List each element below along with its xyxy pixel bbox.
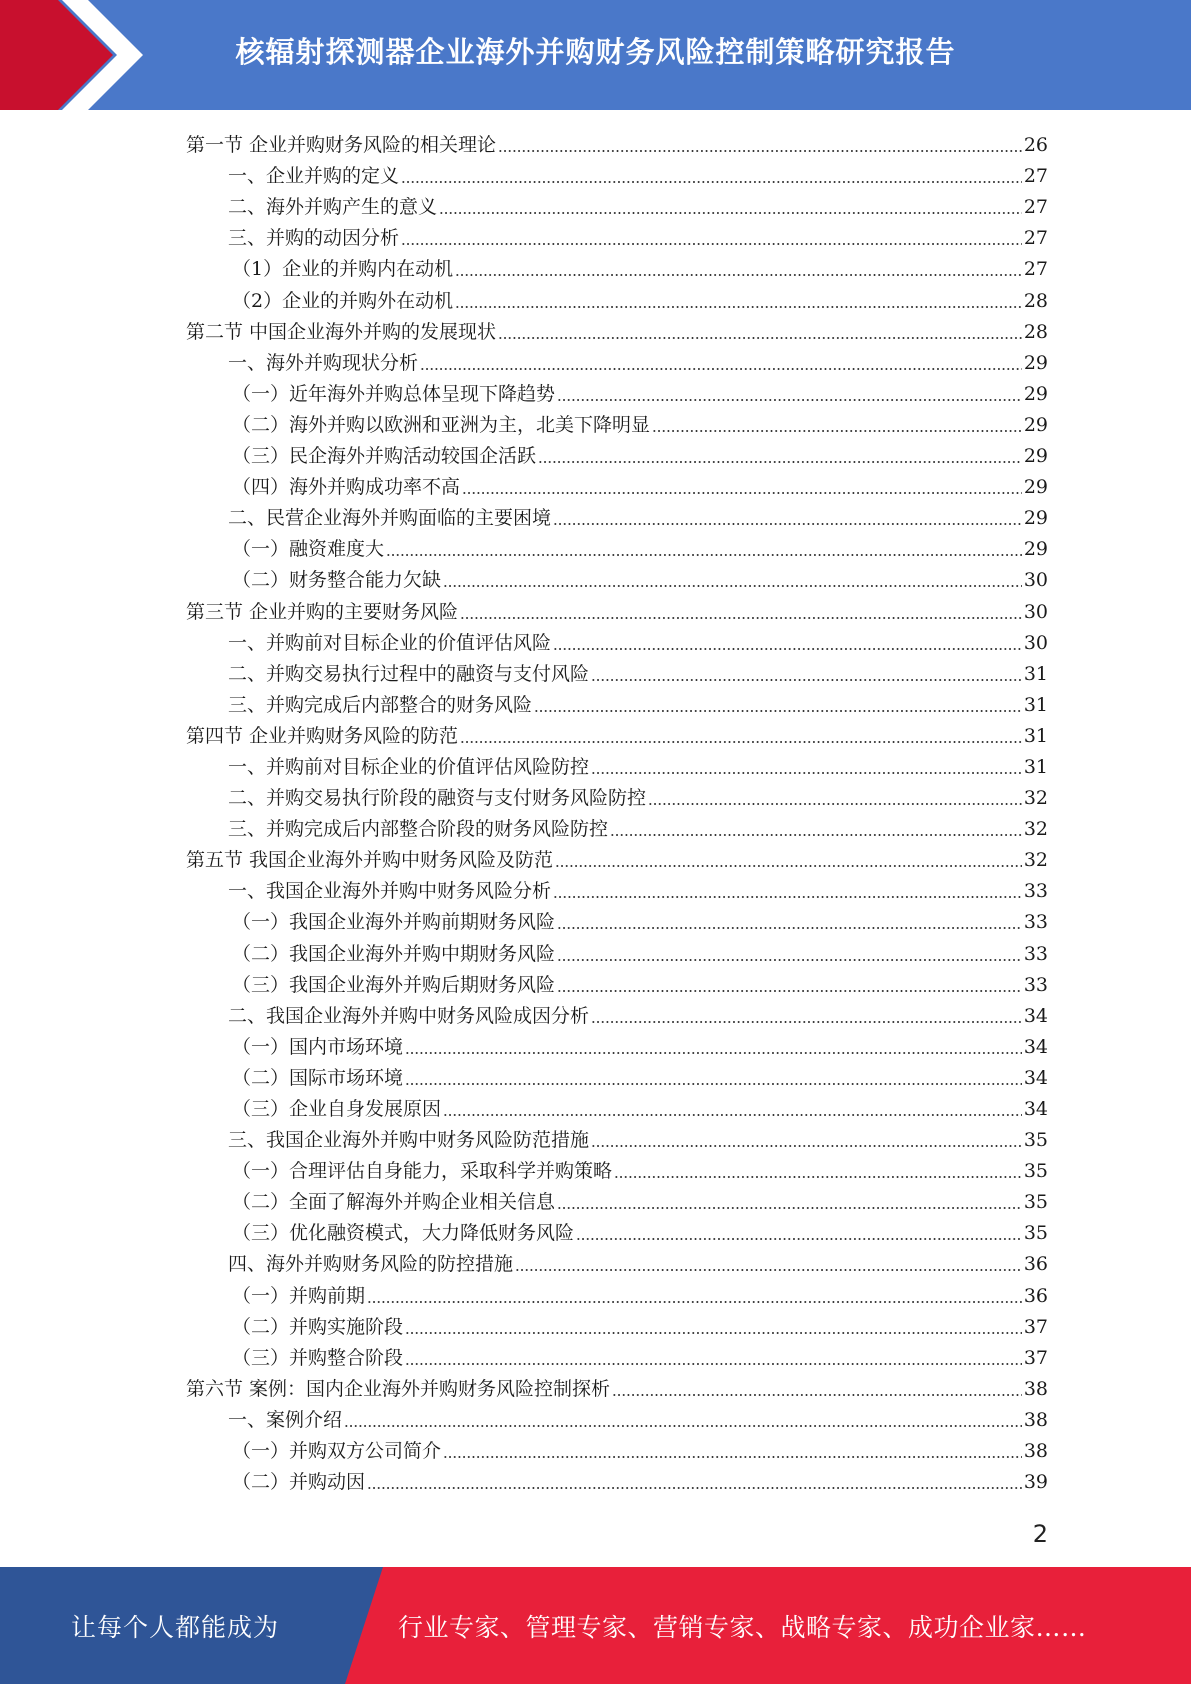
toc-entry-page: 32 (1023, 818, 1048, 841)
toc-dot-leader (557, 959, 1022, 961)
toc-entry-title: （二）国际市场环境 (232, 1066, 404, 1089)
toc-entry-title: 三、并购完成后内部整合的财务风险 (228, 693, 533, 716)
toc-dot-leader (455, 306, 1022, 308)
toc-entry[interactable] (186, 190, 1048, 221)
toc-entry-page: 39 (1023, 1471, 1048, 1494)
toc-entry-page: 35 (1023, 1191, 1048, 1214)
toc-entry-title: 二、并购交易执行过程中的融资与支付风险 (228, 662, 590, 685)
toc-entry-page: 30 (1023, 569, 1048, 592)
toc-entry-title: （二）我国企业海外并购中期财务风险 (232, 942, 556, 965)
toc-entry-title: （二）海外并购以欧洲和亚洲为主，北美下降明显 (232, 413, 651, 436)
toc-entry[interactable] (186, 1030, 1048, 1061)
toc-dot-leader (557, 399, 1022, 401)
toc-dot-leader (591, 679, 1022, 681)
toc-entry[interactable] (186, 905, 1048, 936)
toc-entry-title: （三）我国企业海外并购后期财务风险 (232, 973, 556, 996)
toc-dot-leader (553, 896, 1022, 898)
toc-entry[interactable] (186, 1061, 1048, 1092)
toc-dot-leader (439, 212, 1022, 214)
toc-dot-leader (610, 834, 1022, 836)
toc-entry-title: 第二节 中国企业海外并购的发展现状 (186, 320, 497, 343)
toc-entry[interactable] (186, 1123, 1048, 1154)
toc-dot-leader (460, 617, 1022, 619)
toc-entry-page: 38 (1023, 1408, 1048, 1431)
toc-entry[interactable] (186, 719, 1048, 750)
toc-entry-page: 32 (1023, 787, 1048, 810)
toc-entry[interactable] (186, 843, 1048, 874)
toc-entry[interactable] (186, 1216, 1048, 1247)
toc-dot-leader (344, 1425, 1022, 1427)
toc-dot-leader (612, 1394, 1022, 1396)
footer-slogan-right: 行业专家、管理专家、营销专家、战略专家、成功企业家…… (398, 1612, 1087, 1642)
toc-entry[interactable] (186, 626, 1048, 657)
toc-entry[interactable] (186, 1341, 1048, 1372)
toc-entry-title: 三、我国企业海外并购中财务风险防范措施 (228, 1129, 590, 1152)
toc-dot-leader (443, 585, 1022, 587)
toc-entry-page: 27 (1023, 196, 1048, 219)
toc-entry[interactable] (186, 408, 1048, 439)
table-of-contents (186, 128, 1048, 1496)
toc-entry-page: 35 (1023, 1129, 1048, 1152)
toc-entry[interactable] (186, 439, 1048, 470)
toc-dot-leader (538, 461, 1022, 463)
toc-dot-leader (405, 1332, 1022, 1334)
toc-entry[interactable] (186, 1092, 1048, 1123)
toc-entry-title: 一、海外并购现状分析 (228, 351, 419, 374)
toc-entry-page: 36 (1023, 1253, 1048, 1276)
toc-entry[interactable] (186, 968, 1048, 999)
toc-entry[interactable] (186, 657, 1048, 688)
footer-slogan-left: 让每个人都能成为 (70, 1612, 279, 1642)
toc-entry[interactable] (186, 159, 1048, 190)
toc-entry[interactable] (186, 750, 1048, 781)
toc-entry[interactable] (186, 501, 1048, 532)
toc-entry[interactable] (186, 1403, 1048, 1434)
toc-entry-page: 27 (1023, 227, 1048, 250)
toc-entry-page: 34 (1023, 1066, 1048, 1089)
toc-entry-page: 33 (1023, 911, 1048, 934)
toc-entry[interactable] (186, 315, 1048, 346)
toc-entry-title: （一）融资难度大 (232, 538, 385, 561)
toc-entry[interactable] (186, 1247, 1048, 1278)
toc-dot-leader (576, 1238, 1022, 1240)
toc-entry-page: 31 (1023, 662, 1048, 685)
toc-entry-title: 第四节 企业并购财务风险的防范 (186, 724, 459, 747)
toc-entry-page: 29 (1023, 382, 1048, 405)
toc-dot-leader (443, 1114, 1022, 1116)
toc-entry-title: （四）海外并购成功率不高 (232, 476, 461, 499)
toc-entry-page: 30 (1023, 600, 1048, 623)
toc-entry-page: 34 (1023, 1004, 1048, 1027)
toc-entry-title: 第三节 企业并购的主要财务风险 (186, 600, 459, 623)
toc-dot-leader (557, 927, 1022, 929)
toc-entry-page: 34 (1023, 1098, 1048, 1120)
toc-entry-title: 三、并购完成后内部整合阶段的财务风险防控 (228, 818, 609, 841)
toc-dot-leader (553, 648, 1022, 650)
toc-entry-page: 29 (1023, 413, 1048, 436)
toc-dot-leader (462, 492, 1022, 494)
toc-entry-title: （2）企业的并购外在动机 (232, 289, 454, 312)
toc-entry[interactable] (186, 688, 1048, 719)
toc-entry-title: 第六节 案例：国内企业海外并购财务风险控制探析 (186, 1377, 611, 1400)
toc-entry-title: 第一节 企业并购财务风险的相关理论 (186, 134, 497, 157)
toc-entry-title: （一）我国企业海外并购前期财务风险 (232, 911, 556, 934)
toc-entry[interactable] (186, 1310, 1048, 1341)
toc-entry-page: 29 (1023, 351, 1048, 374)
toc-entry-title: 二、海外并购产生的意义 (228, 196, 438, 219)
toc-dot-leader (460, 741, 1022, 743)
toc-dot-leader (555, 865, 1022, 867)
toc-entry-page: 35 (1023, 1222, 1048, 1245)
toc-dot-leader (652, 430, 1022, 432)
toc-entry[interactable] (186, 252, 1048, 283)
page-number: 2 (1032, 1520, 1048, 1548)
toc-entry-title: 一、企业并购的定义 (228, 165, 400, 188)
toc-entry-page: 31 (1023, 724, 1048, 747)
toc-entry[interactable] (186, 532, 1048, 563)
toc-entry-page: 38 (1023, 1440, 1048, 1463)
toc-entry-page: 29 (1023, 445, 1048, 468)
toc-entry-page: 34 (1023, 1035, 1048, 1058)
toc-entry-title: 一、并购前对目标企业的价值评估风险 (228, 631, 552, 654)
toc-entry-page: 36 (1023, 1284, 1048, 1307)
toc-entry-title: 二、我国企业海外并购中财务风险成因分析 (228, 1004, 590, 1027)
toc-dot-leader (591, 1145, 1022, 1147)
toc-dot-leader (401, 181, 1022, 183)
toc-entry-title: 二、并购交易执行阶段的融资与支付财务风险防控 (228, 787, 647, 810)
toc-entry-title: （三）企业自身发展原因 (232, 1098, 442, 1120)
toc-entry-title: （二）全面了解海外并购企业相关信息 (232, 1191, 556, 1214)
toc-entry-page: 33 (1023, 880, 1048, 903)
toc-entry-page: 32 (1023, 849, 1048, 872)
toc-entry-title: （二）并购动因 (232, 1471, 366, 1494)
toc-dot-leader (553, 523, 1022, 525)
toc-entry-page: 29 (1023, 507, 1048, 530)
toc-entry-title: （二）财务整合能力欠缺 (232, 569, 442, 592)
toc-entry-page: 37 (1023, 1315, 1048, 1338)
toc-entry[interactable] (186, 470, 1048, 501)
toc-entry[interactable] (186, 221, 1048, 252)
toc-dot-leader (515, 1269, 1022, 1271)
toc-entry-title: 一、我国企业海外并购中财务风险分析 (228, 880, 552, 903)
toc-entry-page: 30 (1023, 631, 1048, 654)
toc-entry-page: 35 (1023, 1160, 1048, 1183)
toc-entry-page: 31 (1023, 755, 1048, 778)
toc-entry-title: （一）并购双方公司简介 (232, 1440, 442, 1463)
toc-entry-title: 第五节 我国企业海外并购中财务风险及防范 (186, 849, 554, 872)
toc-entry-page: 33 (1023, 973, 1048, 996)
toc-dot-leader (455, 274, 1022, 276)
toc-dot-leader (498, 337, 1022, 339)
toc-entry[interactable] (186, 1185, 1048, 1216)
toc-dot-leader (557, 1207, 1022, 1209)
toc-entry-title: （三）民企海外并购活动较国企活跃 (232, 445, 537, 468)
toc-entry-title: （三）并购整合阶段 (232, 1346, 404, 1369)
toc-dot-leader (591, 772, 1022, 774)
toc-entry[interactable] (186, 999, 1048, 1030)
toc-entry-page: 28 (1023, 289, 1048, 312)
toc-entry[interactable] (186, 377, 1048, 408)
toc-entry-title: （一）国内市场环境 (232, 1035, 404, 1058)
toc-entry-page: 28 (1023, 320, 1048, 343)
page-footer (0, 1567, 1191, 1684)
toc-entry-title: 四、海外并购财务风险的防控措施 (228, 1253, 514, 1276)
toc-entry-page: 26 (1023, 134, 1048, 157)
toc-entry-title: 一、并购前对目标企业的价值评估风险防控 (228, 755, 590, 778)
toc-entry-title: 二、民营企业海外并购面临的主要困境 (228, 507, 552, 530)
toc-entry-page: 33 (1023, 942, 1048, 965)
toc-dot-leader (614, 1176, 1022, 1178)
toc-dot-leader (367, 1487, 1022, 1489)
toc-entry-title: （1）企业的并购内在动机 (232, 258, 454, 281)
toc-dot-leader (405, 1083, 1022, 1085)
toc-entry-title: 一、案例介绍 (228, 1408, 343, 1431)
toc-entry-page: 27 (1023, 165, 1048, 188)
toc-entry-page: 38 (1023, 1377, 1048, 1400)
toc-entry[interactable] (186, 781, 1048, 812)
toc-dot-leader (386, 554, 1022, 556)
toc-entry[interactable] (186, 1278, 1048, 1309)
toc-entry[interactable] (186, 1154, 1048, 1185)
toc-entry[interactable] (186, 936, 1048, 967)
chevron-icon (0, 0, 160, 110)
toc-dot-leader (405, 1052, 1022, 1054)
toc-entry[interactable] (186, 1465, 1048, 1496)
toc-dot-leader (401, 243, 1022, 245)
toc-entry[interactable] (186, 128, 1048, 159)
toc-entry[interactable] (186, 812, 1048, 843)
toc-dot-leader (405, 1363, 1022, 1365)
report-title: 核辐射探测器企业海外并购财务风险控制策略研究报告 (235, 34, 956, 69)
toc-entry[interactable] (186, 594, 1048, 625)
toc-entry-title: （二）并购实施阶段 (232, 1315, 404, 1338)
toc-entry-page: 31 (1023, 693, 1048, 716)
toc-entry[interactable] (186, 283, 1048, 314)
toc-entry-page: 29 (1023, 476, 1048, 499)
toc-entry-page: 27 (1023, 258, 1048, 281)
toc-dot-leader (591, 1021, 1022, 1023)
toc-entry-page: 29 (1023, 538, 1048, 561)
toc-dot-leader (648, 803, 1022, 805)
toc-dot-leader (443, 1456, 1022, 1458)
page-header (0, 0, 1191, 110)
toc-entry-title: （一）近年海外并购总体呈现下降趋势 (232, 382, 556, 405)
toc-entry[interactable] (186, 1434, 1048, 1465)
toc-dot-leader (557, 990, 1022, 992)
toc-entry-page: 37 (1023, 1346, 1048, 1369)
toc-dot-leader (420, 368, 1022, 370)
toc-entry-title: （一）并购前期 (232, 1284, 366, 1307)
toc-dot-leader (498, 150, 1022, 152)
toc-entry-title: （一）合理评估自身能力，采取科学并购策略 (232, 1160, 613, 1183)
toc-entry[interactable] (186, 346, 1048, 377)
toc-dot-leader (367, 1301, 1022, 1303)
toc-entry[interactable] (186, 1372, 1048, 1403)
toc-entry[interactable] (186, 874, 1048, 905)
toc-dot-leader (534, 710, 1022, 712)
toc-entry-title: （三）优化融资模式，大力降低财务风险 (232, 1222, 575, 1245)
toc-entry-title: 三、并购的动因分析 (228, 227, 400, 250)
toc-entry[interactable] (186, 563, 1048, 594)
